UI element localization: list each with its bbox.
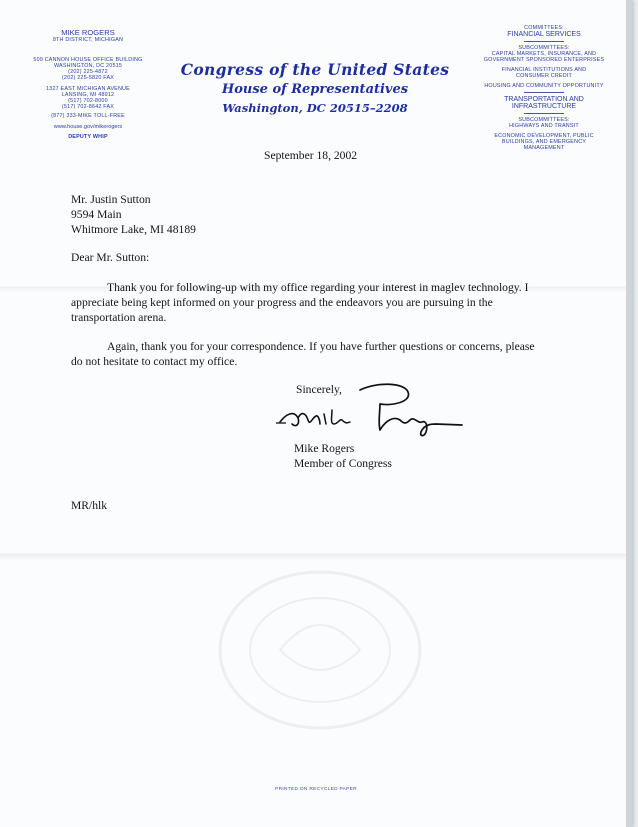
subcommittee-line: HOUSING AND COMMUNITY OPPORTUNITY	[484, 83, 604, 89]
role-title: DEPUTY WHIP	[68, 134, 108, 140]
address-line: 9594 Main	[71, 208, 122, 221]
body-paragraph-2: Again, thank you for your correspondence. If you have further questions or concerns, please do not hesitate to contact my office.	[71, 340, 535, 368]
recipient-address	[71, 192, 196, 237]
website: www.house.gov/mikerogers	[53, 124, 123, 130]
district: 8TH DISTRICT, MICHIGAN	[52, 37, 124, 43]
masthead-house: House of Representatives	[221, 82, 409, 97]
committees-label: COMMITTEES:	[524, 25, 564, 31]
body-paragraph-1: Thank you for following-up with my office regarding your interest in maglev technology. I appreciate being kept informed on your progress and the endeavors you are pursuing in the transportation arena.	[71, 281, 529, 324]
local-office-line: 1327 EAST MICHIGAN AVENUE	[46, 86, 130, 92]
toll-free-number: (877) 333-MIKE TOLL-FREE	[51, 113, 125, 119]
salutation: Dear Mr. Sutton:	[71, 251, 150, 264]
letterhead-left-column	[22, 28, 154, 140]
subcommittee-line: ECONOMIC DEVELOPMENT, PUBLIC	[494, 133, 594, 139]
subcommittee-line: CONSUMER CREDIT	[515, 73, 572, 79]
masthead-address: Washington, DC 20515–2208	[222, 101, 408, 115]
letterhead-right-column	[470, 25, 618, 151]
local-office-line: LANSING, MI 48912	[61, 92, 115, 98]
divider	[524, 113, 564, 114]
dc-office-line: WASHINGTON, DC 20515	[53, 63, 123, 69]
masthead	[160, 60, 470, 115]
masthead-congress: Congress of the United States	[180, 60, 450, 79]
footer-text: PRINTED ON RECYCLED PAPER	[275, 787, 357, 792]
committee-transportation: TRANSPORTATION AND	[504, 96, 584, 103]
signer-name: Mike Rogers	[294, 442, 355, 455]
committee-financial-services: FINANCIAL SERVICES	[507, 31, 581, 38]
local-office-line: (517) 702-8000	[68, 98, 108, 104]
address-line: Whitmore Lake, MI 48189	[71, 223, 196, 236]
recycled-paper-note	[0, 787, 632, 792]
handwritten-signature	[276, 380, 466, 442]
subcommittees-label: SUBCOMMITTEES:	[518, 45, 570, 51]
subcommittee-line: CAPITAL MARKETS, INSURANCE, AND	[491, 51, 597, 57]
divider	[524, 41, 564, 42]
subcommittee-line: GOVERNMENT SPONSORED ENTERPRISES	[483, 57, 605, 63]
typist-initials: MR/hlk	[71, 499, 108, 512]
letter-date: September 18, 2002	[264, 149, 358, 162]
subcommittee-line: MANAGEMENT	[523, 145, 565, 151]
scan-edge	[626, 0, 632, 827]
member-name: MIKE ROGERS	[61, 28, 115, 37]
subcommittee-line: BUILDINGS, AND EMERGENCY	[501, 139, 587, 145]
closing: Sincerely,	[296, 383, 342, 396]
divider	[524, 92, 564, 93]
subcommittees-label: SUBCOMMITTEES:	[518, 117, 570, 123]
local-office-line: (517) 702-8642 FAX	[61, 104, 115, 110]
dc-office-line: (202) 225-5820 FAX	[61, 75, 115, 81]
dc-office-line: 509 CANNON HOUSE OFFICE BUILDING	[33, 57, 143, 63]
house-seal-watermark	[200, 560, 440, 740]
signer-title: Member of Congress	[294, 457, 392, 470]
signer-block	[294, 441, 392, 471]
dc-office-line: (202) 225-4872	[68, 69, 108, 75]
address-line: Mr. Justin Sutton	[71, 193, 151, 206]
committee-transportation: INFRASTRUCTURE	[511, 103, 577, 110]
subcommittee-line: FINANCIAL INSTITUTIONS AND	[501, 67, 587, 73]
subcommittee-line: HIGHWAYS AND TRANSIT	[509, 123, 579, 129]
